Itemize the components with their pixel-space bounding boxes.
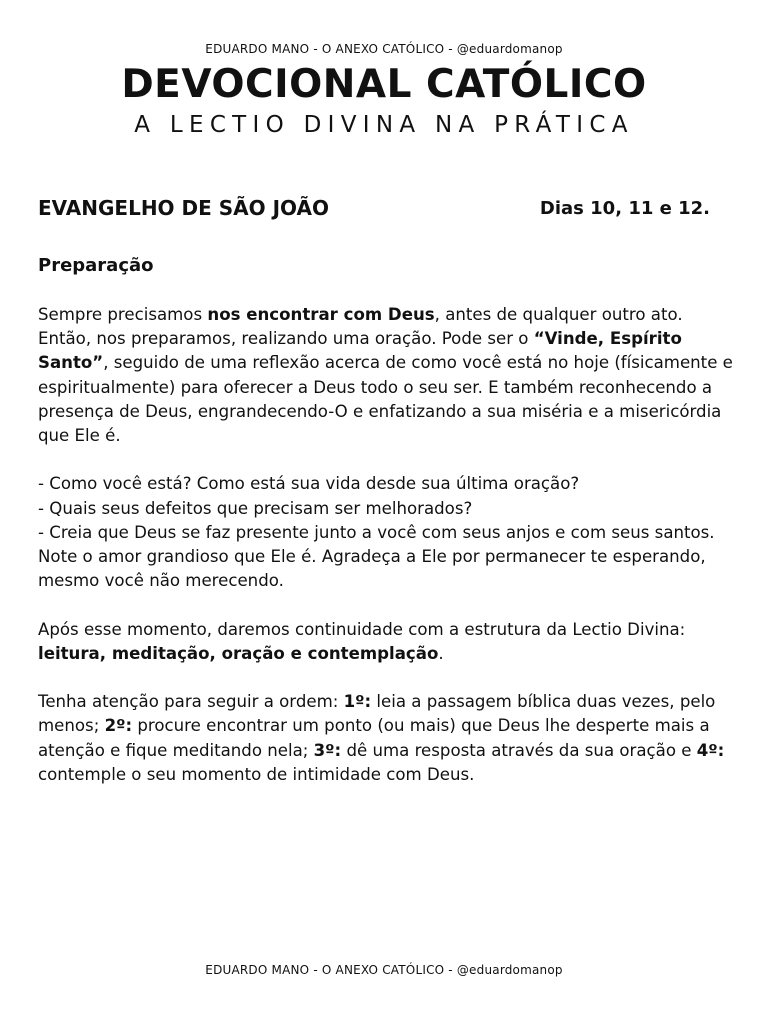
question-list — [38, 472, 738, 593]
text-run: procure encontrar um ponto (ou mais) que Deus lhe desperte mais a atenção e fique meditando nela; — [38, 716, 710, 760]
section-header — [38, 196, 710, 224]
days-label: Dias 10, 11 e 12. — [539, 198, 710, 219]
paragraph-preparation — [38, 303, 738, 448]
bold-run: nos encontrar com Deus — [207, 305, 435, 324]
paragraph-structure — [38, 618, 738, 666]
question-item: - Quais seus defeitos que precisam ser melhorados? — [38, 498, 473, 518]
bold-run: 2º: — [104, 716, 133, 736]
page-subtitle: A LECTIO DIVINA NA PRÁTICA — [134, 112, 634, 138]
bold-run: 4º: — [696, 740, 725, 760]
bold-run: “Vinde, Espírito Santo” — [38, 329, 682, 373]
footer-byline: EDUARDO MANO - O ANEXO CATÓLICO - @eduardomanop — [205, 963, 563, 977]
section-heading: Preparação — [38, 255, 154, 276]
header-byline: EDUARDO MANO - O ANEXO CATÓLICO - @eduardomanop — [205, 42, 563, 56]
text-run: , antes de qualquer outro ato. Então, nos preparamos, realizando uma oração. Pode ser o — [38, 305, 683, 349]
text-run: , seguido de uma reflexão acerca de como você está no hoje (físicamente e espiritualmente) para oferecer a Deus todo o seu ser. E também reconhecendo a presença de Deus, engrandecendo-O e enfatizando a sua miséria e a misericórdia que Ele é. — [38, 353, 733, 446]
body-text — [38, 303, 738, 811]
text-run: Tenha atenção para seguir a ordem: — [38, 692, 344, 712]
text-run: leia a passagem bíblica duas vezes, pelo menos; — [38, 692, 716, 736]
question-item: - Creia que Deus se faz presente junto a você com seus anjos e com seus santos. Note o amor grandioso que Ele é. Agradeça a Ele por permanecer te esperando, mesmo você não merecendo. — [38, 522, 715, 591]
gospel-title: EVANGELHO DE SÃO JOÃO — [38, 196, 329, 220]
text-run: Após esse momento, daremos continuidade com a estrutura da Lectio Divina: — [38, 619, 686, 639]
text-run: contemple o seu momento de intimidade com Deus. — [38, 764, 475, 784]
text-run: Sempre precisamos — [38, 305, 208, 324]
paragraph-order — [38, 690, 738, 787]
page-title: DEVOCIONAL CATÓLICO — [121, 62, 647, 107]
text-run: dê uma resposta através da sua oração e — [341, 740, 697, 760]
text-run: . — [438, 643, 444, 663]
question-item: - Como você está? Como está sua vida desde sua última oração? — [38, 474, 580, 494]
bold-run: 3º: — [313, 740, 342, 760]
bold-run: leitura, meditação, oração e contemplação — [38, 643, 439, 663]
bold-run: 1º: — [343, 692, 372, 712]
